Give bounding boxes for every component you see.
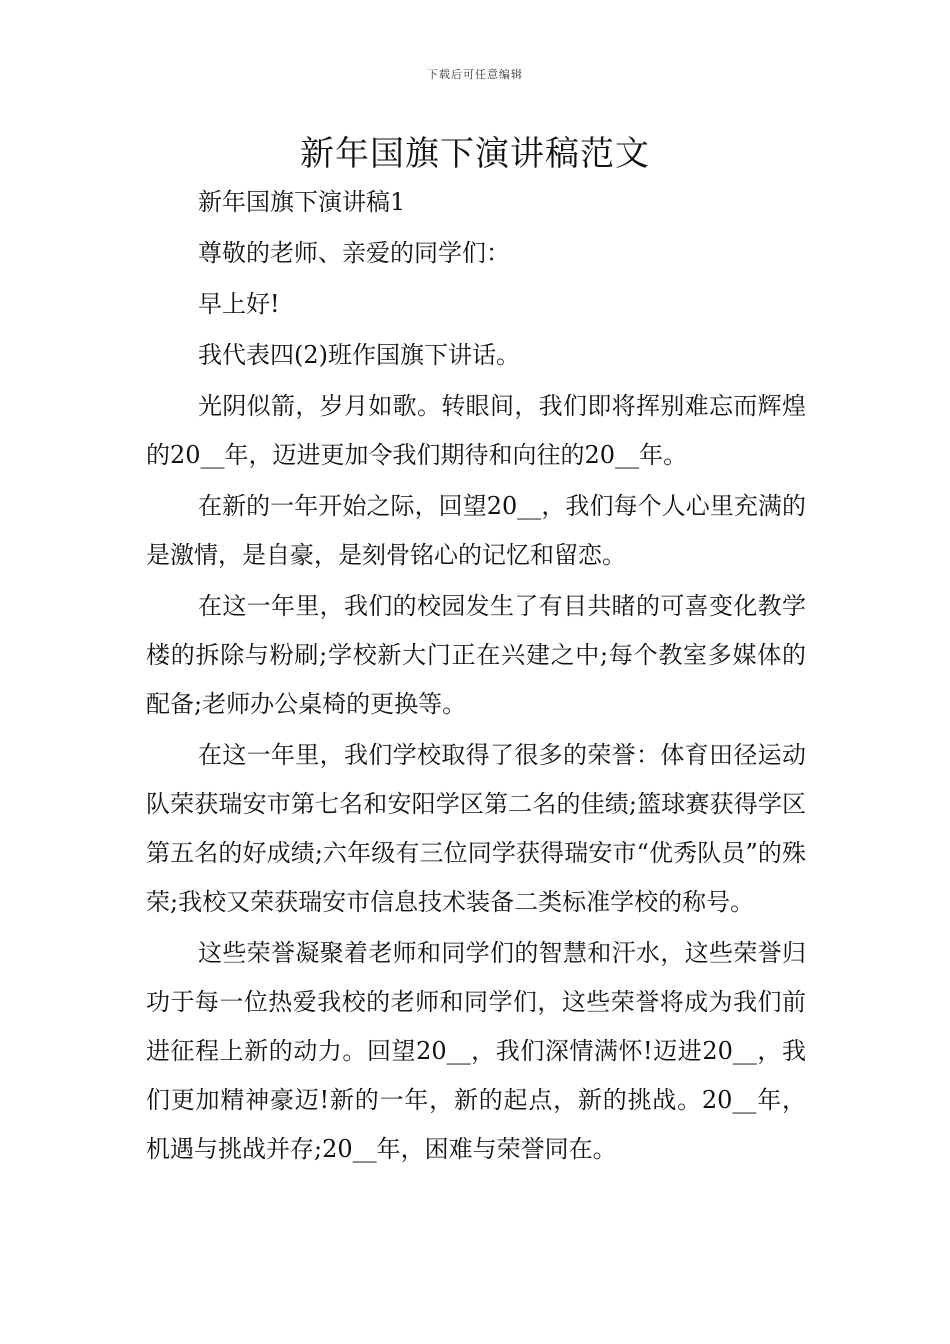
download-note: 下载后可任意编辑 xyxy=(427,68,523,81)
paragraph-speech-heading: 新年国旗下演讲稿1 xyxy=(198,188,406,216)
paragraph-body: 在这一年里，我们的校园发生了有目共睹的可喜变化教学楼的拆除与粉刷;学校新大门正在兴建之中;每个教室多媒体的配备;老师办公桌椅的更换等。 xyxy=(146,592,806,718)
paragraph-greeting: 早上好! xyxy=(198,290,280,318)
paragraph-body: 在新的一年开始之际，回望20__，我们每个人心里充满的是激情，是自豪，是刻骨铭心的记忆和留恋。 xyxy=(146,492,806,569)
document-body xyxy=(146,178,806,1176)
paragraph-body: 这些荣誉凝聚着老师和同学们的智慧和汗水，这些荣誉归功于每一位热爱我校的老师和同学们，这些荣誉将成为我们前进征程上新的动力。回望20__，我们深情满怀!迈进20__，我们更加精神豪迈!新的一年，新的起点，新的挑战。20__年，机遇与挑战并存;20__年，困难与荣誉同在。 xyxy=(146,939,806,1163)
paragraph-salutation: 尊敬的老师、亲爱的同学们： xyxy=(198,239,510,267)
paragraph-body: 光阴似箭，岁月如歌。转眼间，我们即将挥别难忘而辉煌的20__年，迈进更加令我们期待和向往的20__年。 xyxy=(146,392,806,469)
document-title: 新年国旗下演讲稿范文 xyxy=(300,134,650,174)
paragraph-body: 在这一年里，我们学校取得了很多的荣誉：体育田径运动队荣获瑞安市第七名和安阳学区第二名的佳绩;篮球赛获得学区第五名的好成绩;六年级有三位同学获得瑞安市“优秀队员”的殊荣;我校又荣获瑞安市信息技术装备二类标准学校的称号。 xyxy=(146,741,806,916)
paragraph-introduction: 我代表四(2)班作国旗下讲话。 xyxy=(198,341,520,369)
